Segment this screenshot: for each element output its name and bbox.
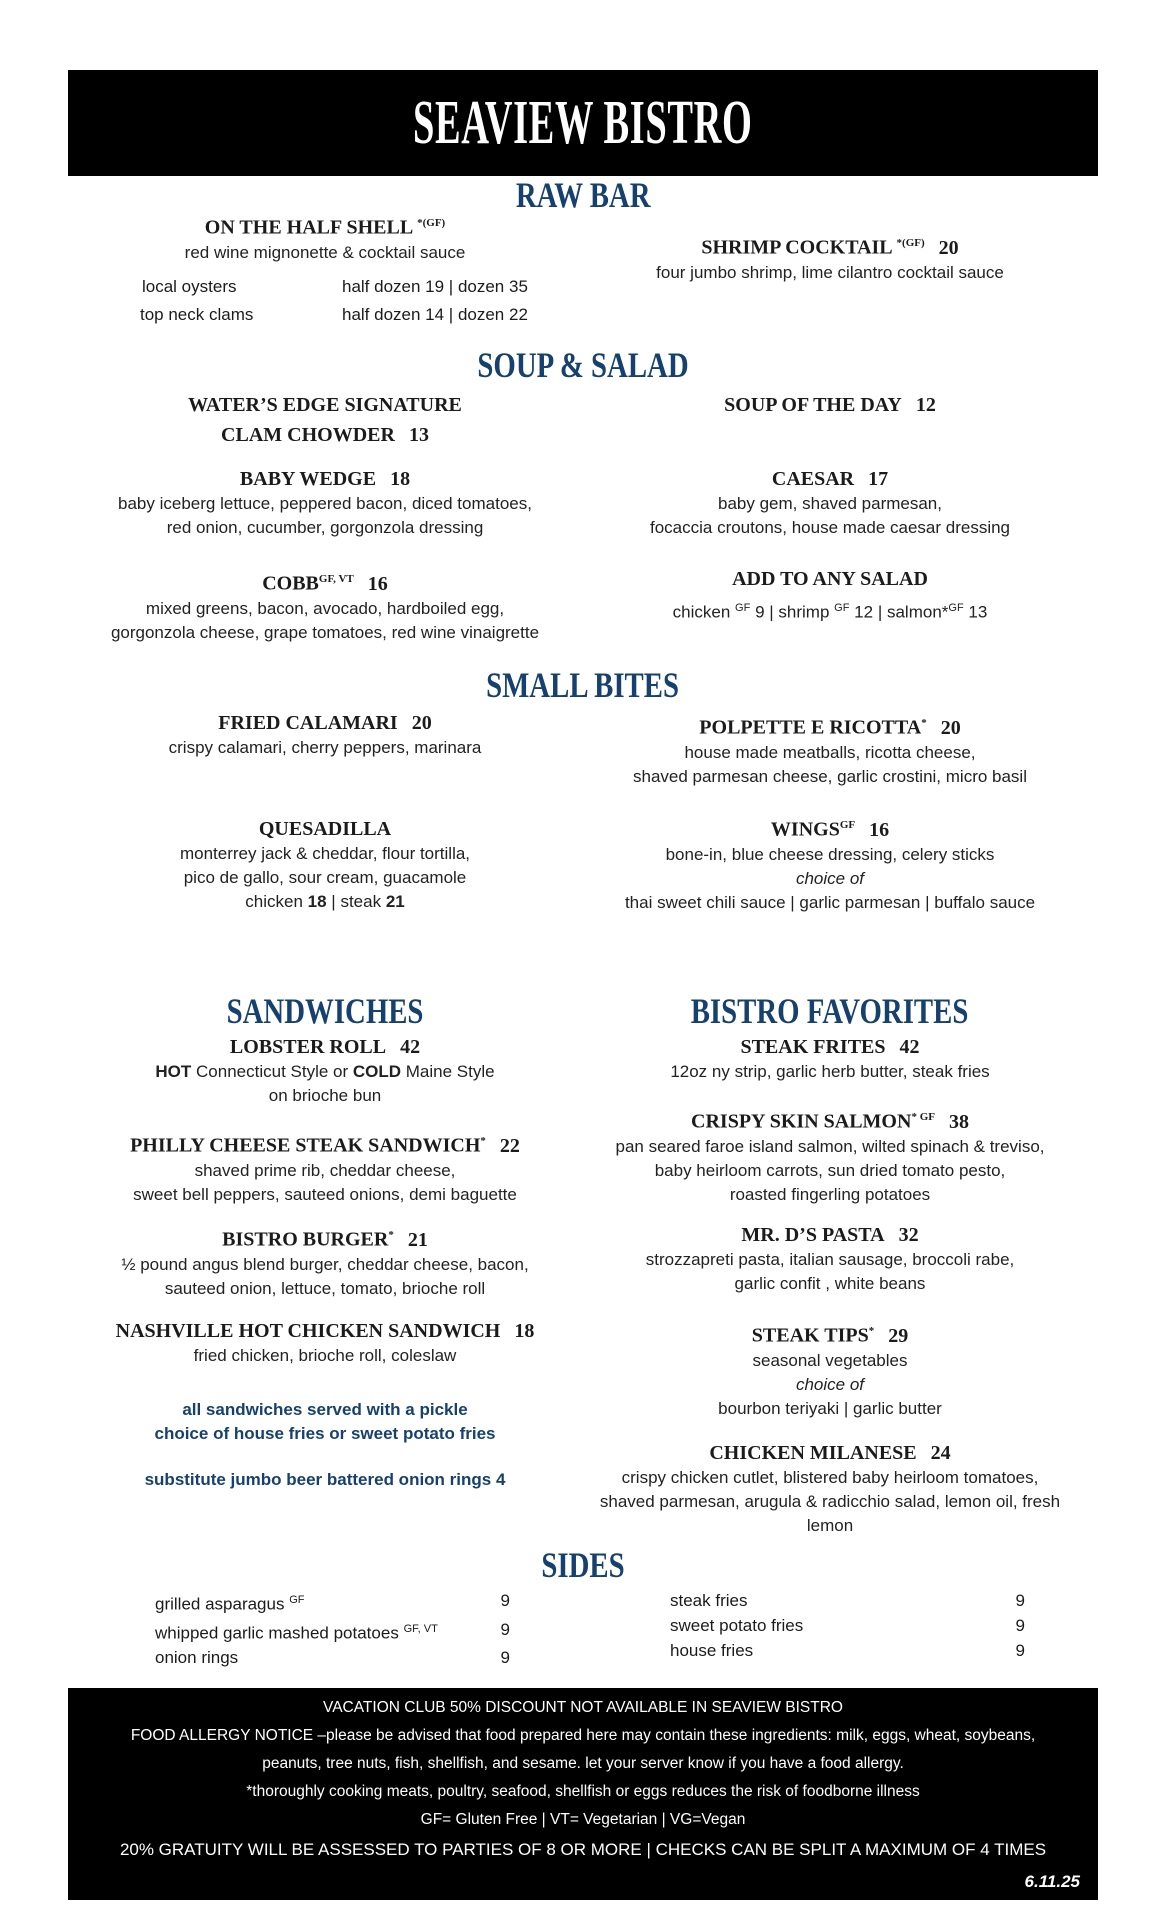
title-banner [68,70,1098,176]
sides-heading: SIDES [541,1545,625,1585]
clams-row: top neck clams half dozen 14 | dozen 22 [140,304,528,324]
chowder-item: WATER’S EDGE SIGNATURE CLAM CHOWDER 13 [188,394,462,446]
caesar-item: CAESAR 17 baby gem, shaved parmesan, focaccia croutons, house made caesar dressing [649,468,1011,537]
allergy-notice: FOOD ALLERGY NOTICE –please be advised that food prepared here may contain these ingredients: milk, eggs, wheat, soybeans, [130,1727,1036,1744]
small-bites-heading: SMALL BITES [486,665,680,705]
lobster-roll-item: LOBSTER ROLL 42 HOT Connecticut Style or COLD Maine Style on brioche bun [155,1036,495,1105]
side-row: sweet potato fries 9 [670,1616,1025,1635]
gratuity-notice: 20% GRATUITY WILL BE ASSESSED TO PARTIES OF 8 OR MORE | CHECKS CAN BE SPLIT A MAXIMUM OF 4 TIMES [119,1840,1047,1859]
side-row: steak fries 9 [670,1591,1025,1610]
half-shell-name: ON THE HALF SHELL [204,216,413,239]
diet-legend: GF= Gluten Free | VT= Vegetarian | VG=Vegan [420,1811,746,1828]
quesadilla-item: QUESADILLA monterrey jack & cheddar, flour tortilla, pico de gallo, sour cream, guacamole chicken 18 | steak 21 [179,818,471,911]
raw-bar-heading: RAW BAR [515,175,651,215]
discount-notice: VACATION CLUB 50% DISCOUNT NOT AVAILABLE IN SEAVIEW BISTRO [323,1699,843,1716]
sandwiches-heading: SANDWICHES [226,991,424,1031]
steak-tips-item: STEAK TIPS* 29 seasonal vegetables choice of bourbon teriyaki | garlic butter [718,1324,942,1418]
side-row: whipped garlic mashed potatoes $^{GF, VT}$ 9 [155,1619,510,1643]
pasta-item: MR. D’S PASTA 32 strozzapreti pasta, italian sausage, broccoli rabe, garlic confit , white beans [645,1224,1015,1293]
menu-date: 6.11.25 [1024,1872,1080,1891]
philly-item: PHILLY CHEESE STEAK SANDWICH* 22 shaved prime rib, cheddar cheese, sweet bell peppers, sauteed onions, demi baguette [130,1134,520,1204]
oysters-row: local oysters half dozen 19 | dozen 35 [142,276,528,296]
baby-wedge-item: BABY WEDGE 18 baby iceberg lettuce, peppered bacon, diced tomatoes, red onion, cucumber, gorgonzola dressing [118,468,532,537]
polpette-item: POLPETTE E RICOTTA* 20 house made meatballs, ricotta cheese, shaved parmesan cheese, garlic crostini, micro basil [632,716,1027,786]
soup-of-day-item: SOUP OF THE DAY 12 [724,394,936,416]
side-row: grilled asparagus $^{GF}$ 9 [155,1591,510,1614]
page-title: SEAVIEW BISTRO [413,88,753,157]
shrimp-cocktail-item: SHRIMP COCKTAIL $^{*(GF)}$ 20 four jumbo shrimp, lime cilantro cocktail sauce [656,236,1004,282]
half-shell-item: ON THE HALF SHELL $^{*(GF)}$ red wine mignonette & cocktail sauce local oysters half dozen 19 | dozen 35 top neck clams half dozen 14 | dozen 22 [95,210,555,329]
sides-right [670,1588,1025,1663]
side-row: house fries 9 [670,1641,1025,1660]
wings-item: $WINGS^{GF}$ 16 bone-in, blue cheese dressing, celery sticks choice of thai sweet chili sauce | garlic parmesan | buffalo sauce [624,818,1036,912]
favorites-heading: BISTRO FAVORITES [691,991,969,1031]
salmon-item: CRISPY SKIN $SALMON^{* GF}$ 38 pan seared faroe island salmon, wilted spinach & treviso, baby heirloom carrots, sun dried tomato pesto, roasted fingerling potatoes [615,1110,1045,1204]
soup-salad-heading: SOUP & SALAD [477,345,689,385]
sides-left [155,1588,510,1670]
nashville-item: NASHVILLE HOT CHICKEN SANDWICH 18 fried chicken, brioche roll, coleslaw [115,1320,535,1365]
cobb-item: $COBB^{GF, VT}$ 16 mixed greens, bacon, avocado, hardboiled egg, gorgonzola cheese, grape tomatoes, red wine vinaigrette [110,572,540,642]
side-row: onion rings 9 [155,1648,510,1668]
burger-item: BISTRO BURGER* 21 ½ pound angus blend burger, cheddar cheese, bacon, sauteed onion, lettuce, tomato, brioche roll [121,1228,529,1298]
half-shell-desc: red wine mignonette & cocktail sauce [184,242,466,262]
milanese-item: CHICKEN MILANESE 24 crispy chicken cutlet, blistered baby heirloom tomatoes, shaved parmesan, arugula & radicchio salad, lemon oil, fresh lemon [599,1442,1061,1535]
add-to-salad-item: ADD TO ANY SALAD chicken $^{GF}$ 9 | shrimp $^{GF}$ 12 | salmon*$^{GF}$ 13 [672,568,988,622]
calamari-item: FRIED CALAMARI 20 crispy calamari, cherry peppers, marinara [168,712,482,757]
footer-notice: VACATION CLUB 50% DISCOUNT NOT AVAILABLE IN SEAVIEW BISTRO FOOD ALLERGY NOTICE –please be advised that food prepared here may contain these ingredients: milk, eggs, wheat, soybeans, peanuts, tree nuts, fish, shellfish, and sesame. let your server know if you have a food allergy. *thoroughly cooking meats, poultry, seafood, shellfish or eggs reduces the risk of foodborne illness GF= Gluten Free | VT= Vegetarian | VG=Vegan 20% GRATUITY WILL BE ASSESSED TO PARTIES OF 8 OR MORE | CHECKS CAN BE SPLIT A MAXIMUM OF 4 TIMES 6.11.25 [68,1688,1098,1900]
sandwich-notes: all sandwiches served with a pickle choice of house fries or sweet potato fries substitute jumbo beer battered onion rings 4 [144,1400,506,1489]
steak-frites-item: STEAK FRITES 42 12oz ny strip, garlic herb butter, steak fries [670,1036,990,1081]
